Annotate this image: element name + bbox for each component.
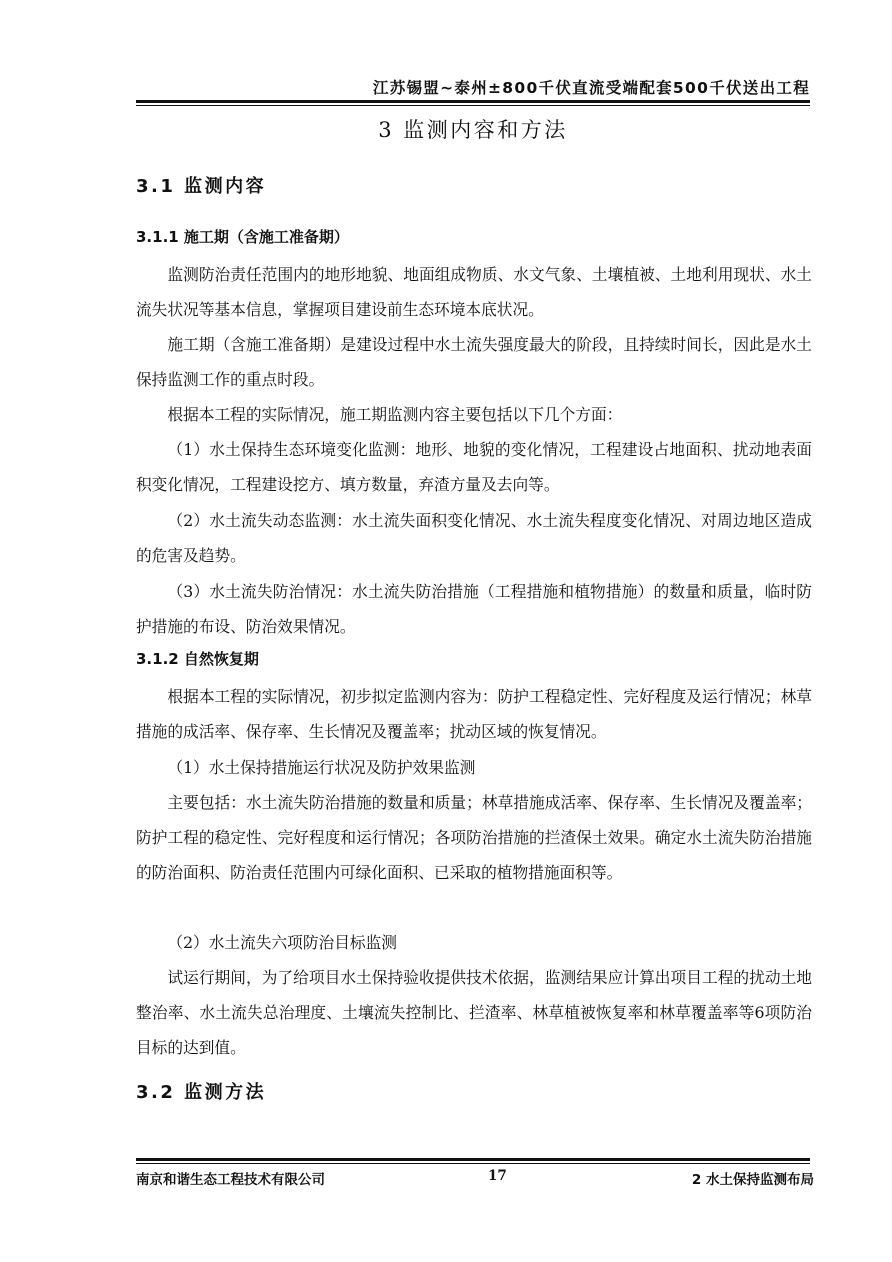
page-number: 17 — [488, 1168, 507, 1184]
footer-rule-thin — [136, 1163, 810, 1164]
section-heading-3-1-2: 3.1.2 自然恢复期 — [136, 650, 259, 668]
paragraph: 根据本工程的实际情况，施工期监测内容主要包括以下几个方面： — [167, 405, 623, 424]
section-heading-3-1: 3.1 监测内容 — [136, 176, 267, 197]
paragraph: 施工期（含施工准备期）是建设过程中水土流失强度最大的阶段，且持续时间长，因此是水土保持监测工作的重点时段。 — [136, 335, 812, 389]
header-rule-thick — [136, 100, 810, 103]
paragraph: 主要包括：水土流失防治措施的数量和质量；林草措施成活率、保存率、生长情况及覆盖率；防护工程的稳定性、完好程度和运行情况；各项防治措施的拦渣保土效果。确定水土流失防治措施的防治面积、防治责任范围内可绿化面积、已采取的植物措施面积等。 — [136, 793, 812, 882]
paragraph: 试运行期间，为了给项目水土保持验收提供技术依据，监测结果应计算出项目工程的扰动土地整治率、水土流失总治理度、土壤流失控制比、拦渣率、林草植被恢复率和林草覆盖率等6项防治目标的达到值。 — [136, 968, 812, 1057]
paragraph: 监测防治责任范围内的地形地貌、地面组成物质、水文气象、土壤植被、土地利用现状、水土流失状况等基本信息，掌握项目建设前生态环境本底状况。 — [136, 265, 812, 319]
paragraph: （1）水土保持措施运行状况及防护效果监测 — [167, 758, 476, 777]
footer-rule-thick — [136, 1158, 810, 1161]
footer-company: 南京和谐生态工程技术有限公司 — [136, 1172, 325, 1188]
footer-chapter-label: 2 水土保持监测布局 — [691, 1172, 814, 1188]
section-heading-3-2: 3.2 监测方法 — [136, 1082, 267, 1103]
chapter-title: 3 监测内容和方法 — [378, 118, 568, 142]
paragraph: 根据本工程的实际情况，初步拟定监测内容为：防护工程稳定性、完好程度及运行情况；林草措施的成活率、保存率、生长情况及覆盖率；扰动区域的恢复情况。 — [136, 687, 812, 741]
paragraph: （2）水土流失六项防治目标监测 — [167, 933, 397, 952]
header-rule-thin — [136, 105, 810, 106]
paragraph: （3）水土流失防治情况：水土流失防治措施（工程措施和植物措施）的数量和质量，临时防护措施的布设、防治效果情况。 — [136, 582, 812, 636]
paragraph: （1）水土保持生态环境变化监测：地形、地貌的变化情况，工程建设占地面积、扰动地表面积变化情况，工程建设挖方、填方数量，弃渣方量及去向等。 — [136, 440, 812, 494]
section-heading-3-1-1: 3.1.1 施工期（含施工准备期） — [136, 228, 349, 246]
running-header-title: 江苏锡盟~泰州±800千伏直流受端配套500千伏送出工程 — [372, 79, 810, 97]
paragraph: （2）水土流失动态监测：水土流失面积变化情况、水土流失程度变化情况、对周边地区造成的危害及趋势。 — [136, 511, 812, 565]
